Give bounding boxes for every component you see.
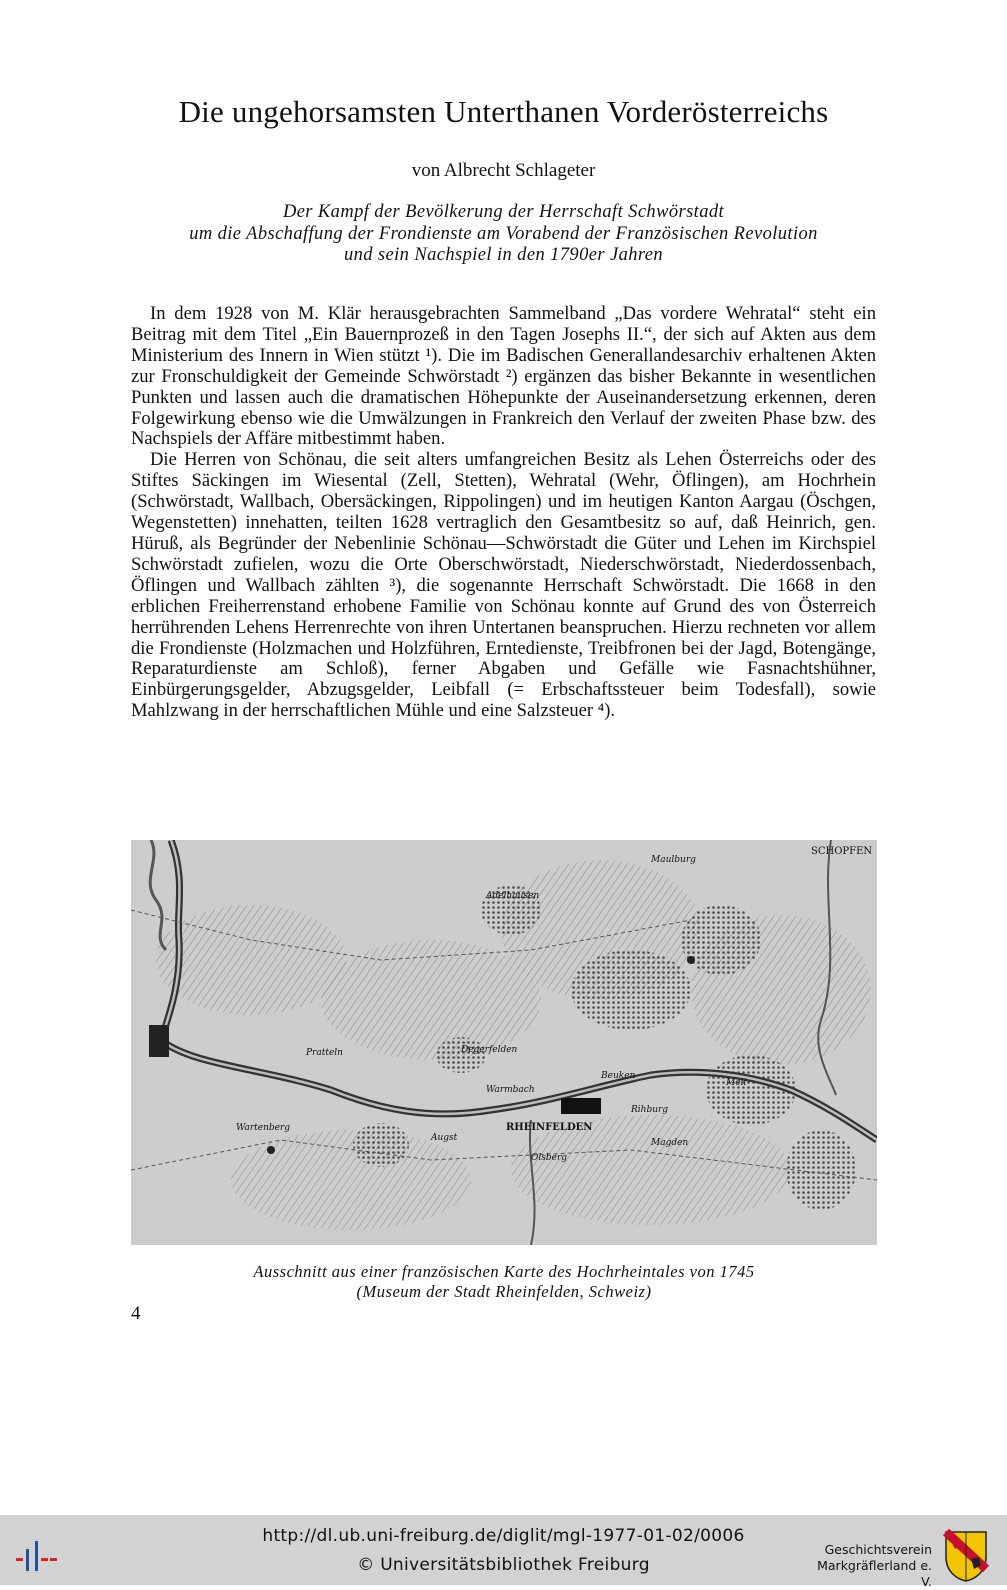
historical-map-image [131,840,877,1245]
map-label: Magden [651,1138,689,1148]
footer-copyright: © Universitätsbibliothek Freiburg [357,1555,650,1575]
map-label: Wartenberg [236,1123,291,1133]
paragraph: In dem 1928 von M. Klär herausgebrachten Sammelband „Das vordere Wehratal“ steht ein Beitrag mit dem Titel „Ein Bauernprozeß in den Tagen Josephs II.“, der sich auf Akten aus dem Ministerium des Innern in Wien stützt ¹). Die im Badischen Generallandesarchiv erhaltenen Akten zur Fronschuldigkeit der Gemeinde Schwörstadt ²) ergänzen das bisher Bekannte in wesentlichen Punkten und lassen auch die dramatischen Höhepunkte der Auseinandersetzung erkennen, deren Folgewirkung ebenso wie die Umwälzungen in Frankreich den Verlauf der zweiten Phase bzw. des Nachspiels der Affäre mitbestimmt haben. [131,303,876,450]
org-name-line: Geschichtsverein [824,1542,932,1557]
caption-line: Ausschnitt aus einer französischen Karte des Hochrheintales von 1745 [253,1262,755,1281]
article-title: Die ungehorsamsten Unterthanen Vorderösterreichs [178,94,829,129]
map-label: Adelhausen [486,891,540,901]
map-label: Meli [726,1078,747,1088]
map-label: RHEINFELDEN [506,1122,593,1133]
author-line: von Albrecht Schlageter [411,160,596,181]
map-label: Warmbach [486,1085,535,1095]
page-number: 4 [131,1303,141,1324]
caption-line: (Museum der Stadt Rheinfelden, Schweiz) [356,1282,652,1301]
coat-of-arms-icon [943,1529,989,1583]
footer-organization [812,1542,932,1590]
map-label: Rihburg [631,1105,669,1115]
map-caption [131,1262,877,1302]
subtitle-line: um die Abschaffung der Frondienste am Vorabend der Französischen Revolution [189,223,818,244]
footer-bar [0,1515,1007,1589]
article-body [131,304,876,722]
article-subtitle [120,202,887,267]
map-label: SCHOPFEN [811,846,873,857]
org-name-line: Markgräflerland e. V. [817,1558,932,1589]
map-label: Maulburg [651,855,696,865]
map-label: Olsberg [531,1153,568,1163]
subtitle-line: und sein Nachspiel in den 1790er Jahren [343,245,664,265]
map-label: Pratteln [306,1048,343,1058]
subtitle-line: Der Kampf der Bevölkerung der Herrschaft Schwörstadt [282,202,725,222]
paragraph: Die Herren von Schönau, die seit alters umfangreichen Besitz als Lehen Österreichs oder des Stiftes Säckingen im Wiesental (Zell, Stetten), Wehratal (Wehr, Öflingen), am Hochrhein (Schwörstadt, Wallbach, Obersäckingen, Rippolingen) und im heutigen Kanton Aargau (Öschgen, Wegenstetten) innehatten, teilten 1628 vertraglich den Gesamtbesitz so auf, daß Heinrich, gen. Hüruß, als Begründer der Nebenlinie Schönau—Schwörstadt die Güter und Lehen im Kirchspiel Schwörstadt zufielen, wozu die Orte Oberschwörstadt, Niederschwörstadt, Niederdossenbach, Öflingen und Wallbach zählten ³), die sogenannte Herrschaft Schwörstadt. Die 1668 in den erblichen Freiherrenstand erhobene Familie von Schönau konnte auf Grund des von Österreich herrührenden Lehens Herrenrechte von ihren Untertanen beanspruchen. Hierzu rechneten vor allem die Frondienste (Holzmachen und Holzführen, Erntedienste, Treibfronen bei der Jagd, Botengänge, Reparaturdienste am Schloß), ferner Abgaben und Gefälle wie Fasnachtshühner, Einbürgerungsgelder, Abzugsgelder, Leibfall (= Erbschaftssteuer beim Todesfall), sowie Mahlzwang in der herrschaftlichen Mühle und eine Salzsteuer ⁴). [131,449,876,722]
map-label: Augst [431,1133,458,1143]
map-label: Beuken [601,1071,636,1081]
map-label: Degerfelden [461,1045,518,1055]
footer-permalink[interactable]: http://dl.ub.uni-freiburg.de/diglit/mgl-1977-01-02/0006 [262,1526,745,1546]
